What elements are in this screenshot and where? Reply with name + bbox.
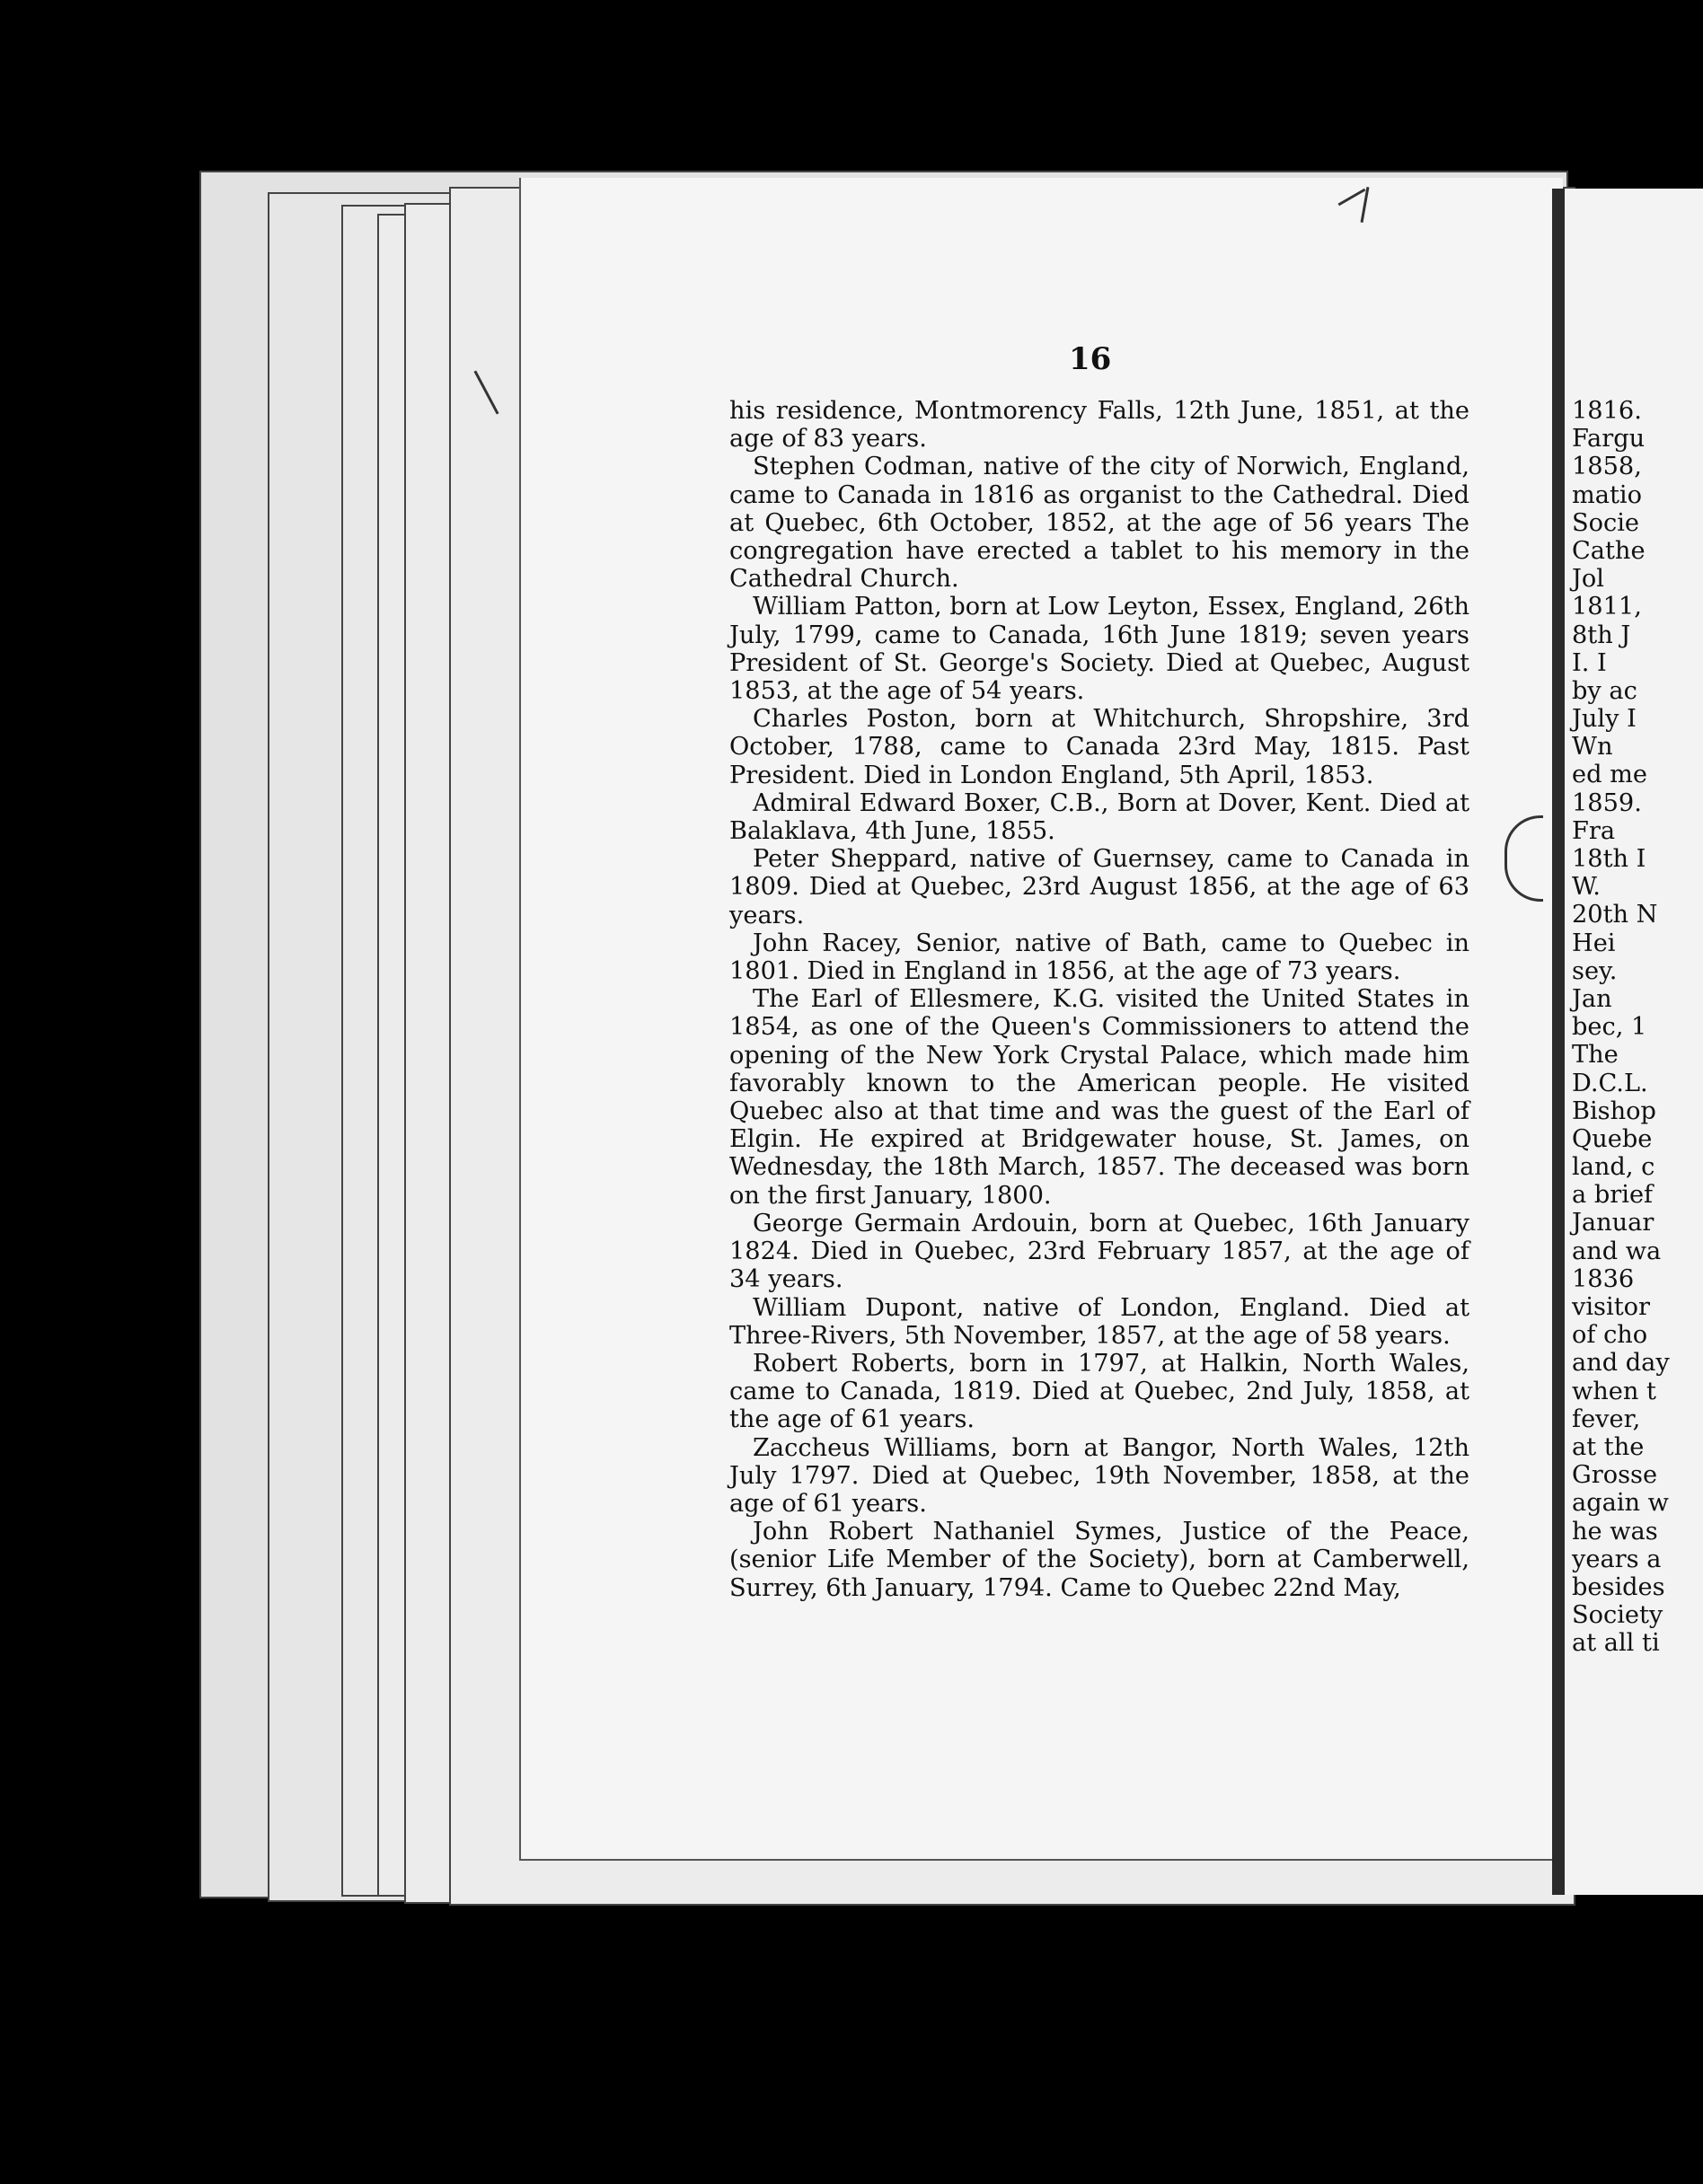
right-page-line: Fra <box>1572 816 1616 845</box>
right-page-line: 8th J <box>1572 621 1631 649</box>
right-page-line: matio <box>1572 480 1642 509</box>
paragraph: Charles Poston, born at Whitchurch, Shropshire, 3rd October, 1788, came to Canada 23rd May, 1815. Past President. Died in London England, 5th April, 1853. <box>729 705 1469 789</box>
right-page-line: 1858, <box>1572 453 1642 481</box>
paragraph: The Earl of Ellesmere, K.G. visited the United States in 1854, as one of the Queen's Commissioners to attend the opening of the New York Crystal Palace, which made him favorably known to the American people. He visited Quebec also at that time and was the guest of the Earl of Elgin. He expired at Bridgewater house, St. James, on Wednesday, the 18th March, 1857. The deceased was born on the first January, 1800. <box>729 985 1469 1210</box>
paragraph: Stephen Codman, native of the city of Norwich, England, came to Canada in 1816 as organist to the Cathedral. Died at Quebec, 6th October, 1852, at the age of 56 years The congregation have erected a tablet to his memory in the Cathedral Church. <box>729 453 1469 594</box>
right-page-line: Bishop <box>1572 1096 1656 1125</box>
right-page-line: fever, <box>1572 1405 1641 1433</box>
right-page-line: at the <box>1572 1432 1645 1461</box>
right-page-line: by ac <box>1572 676 1637 705</box>
body-text <box>729 397 1469 1602</box>
right-page-line: 1811, <box>1572 593 1642 621</box>
right-page-line: Society <box>1572 1601 1663 1630</box>
paragraph: William Patton, born at Low Leyton, Essex, England, 26th July, 1799, came to Canada, 16th June 1819; seven years President of St. George's Society. Died at Quebec, August 1853, at the age of 54 years. <box>729 593 1469 706</box>
right-page-text <box>1572 397 1703 1657</box>
paragraph: Peter Sheppard, native of Guernsey, came to Canada in 1809. Died at Quebec, 23rd August 1856, at the age of 63 years. <box>729 845 1469 929</box>
paragraph: Zaccheus Williams, born at Bangor, North Wales, 12th July 1797. Died at Quebec, 19th November, 1858, at the age of 61 years. <box>729 1433 1469 1518</box>
right-page-line: Jan <box>1572 984 1612 1013</box>
paragraph: William Dupont, native of London, England. Died at Three-Rivers, 5th November, 1857, at the age of 58 years. <box>729 1293 1469 1350</box>
right-page-line: and wa <box>1572 1237 1662 1265</box>
right-page-line: 1836 <box>1572 1264 1635 1293</box>
paragraph: George Germain Ardouin, born at Quebec, 16th January 1824. Died in Quebec, 23rd February 1857, at the age of 34 years. <box>729 1209 1469 1294</box>
right-page-line: visitor <box>1572 1293 1650 1321</box>
paragraph: John Robert Nathaniel Symes, Justice of the Peace, (senior Life Member of the Society), born at Camberwell, Surrey, 6th January, 1794. Came to Quebec 22nd May, <box>729 1518 1469 1602</box>
paragraph: his residence, Montmorency Falls, 12th June, 1851, at the age of 83 years. <box>729 397 1469 454</box>
right-page-line: 1859. <box>1572 788 1642 817</box>
right-page-line: 1816. <box>1572 397 1642 425</box>
right-page-line: Cathe <box>1572 536 1646 565</box>
right-page-line: sey. <box>1572 956 1618 985</box>
right-page-line: he was <box>1572 1517 1658 1546</box>
right-page-line: and day <box>1572 1349 1670 1378</box>
paragraph: John Racey, Senior, native of Bath, came to Quebec in 1801. Died in England in 1856, at the age of 73 years. <box>729 929 1469 986</box>
right-page-line: 20th N <box>1572 901 1658 929</box>
right-page-line: The <box>1572 1041 1619 1070</box>
right-page-line: July I <box>1572 705 1637 734</box>
right-page-line: ed me <box>1572 761 1648 789</box>
right-page-line: years a <box>1572 1545 1662 1573</box>
right-page-line: 18th I <box>1572 845 1646 873</box>
right-page-line: land, c <box>1572 1153 1655 1182</box>
right-page-line: when t <box>1572 1377 1656 1405</box>
page-number: 16 <box>1069 341 1112 377</box>
right-page-line: again w <box>1572 1489 1669 1518</box>
right-page-line: W. <box>1572 873 1601 902</box>
right-page-line: Fargu <box>1572 425 1646 454</box>
right-page-line: Quebe <box>1572 1124 1653 1153</box>
right-page <box>1565 189 1703 1895</box>
right-page-line: Januar <box>1572 1209 1654 1237</box>
paragraph: Robert Roberts, born in 1797, at Halkin, North Wales, came to Canada, 1819. Died at Quebec, 2nd July, 1858, at the age of 61 years. <box>729 1349 1469 1434</box>
right-page-line: Jol <box>1572 565 1604 594</box>
right-page-line: Grosse <box>1572 1461 1658 1490</box>
right-page-line: I. I <box>1572 648 1607 677</box>
right-page-line: at all ti <box>1572 1629 1660 1658</box>
right-page-line: a brief <box>1572 1181 1654 1210</box>
right-page-line: bec, 1 <box>1572 1013 1647 1042</box>
paragraph: Admiral Edward Boxer, C.B., Born at Dover, Kent. Died at Balaklava, 4th June, 1855. <box>729 788 1469 846</box>
right-page-line: of cho <box>1572 1321 1648 1350</box>
right-page-line: Wn <box>1572 733 1613 762</box>
right-page-line: Socie <box>1572 508 1640 537</box>
right-page-line: Hei <box>1572 929 1616 957</box>
right-page-line: besides <box>1572 1572 1665 1601</box>
right-page-line: D.C.L. <box>1572 1069 1648 1097</box>
